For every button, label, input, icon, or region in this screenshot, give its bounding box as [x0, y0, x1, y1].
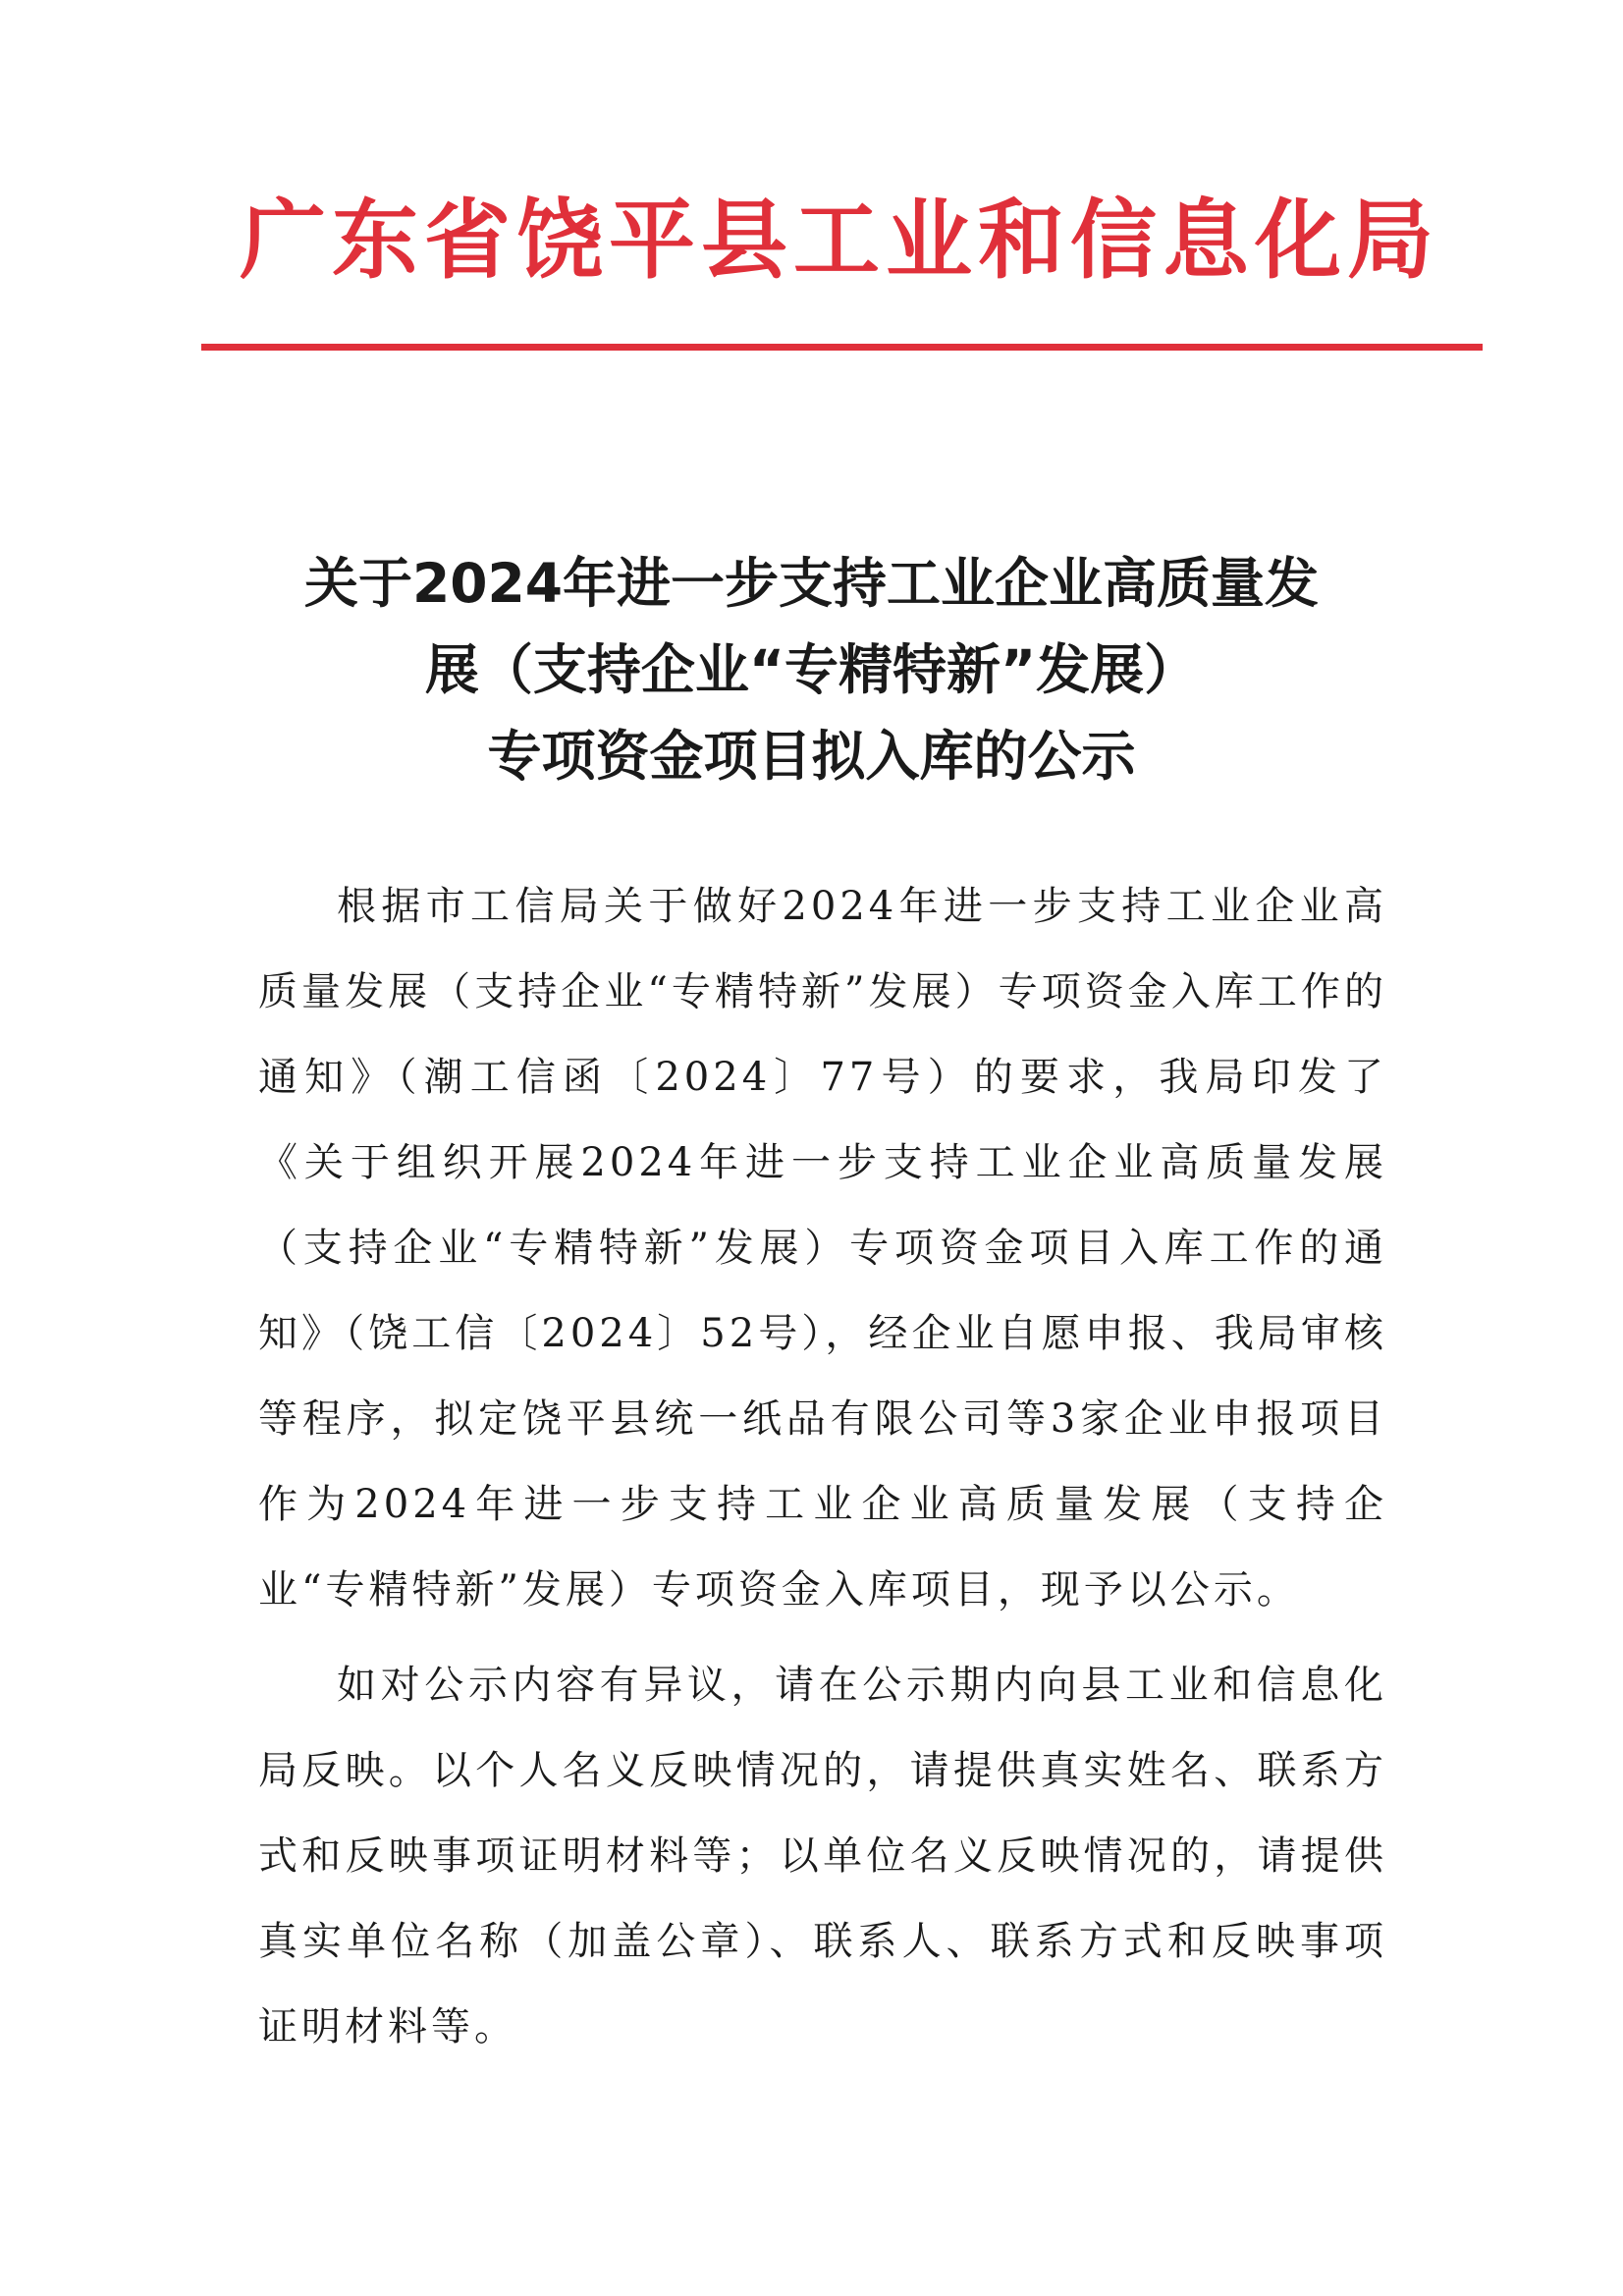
document-title — [157, 540, 1466, 799]
document-body — [258, 864, 1387, 2080]
title-line-2: 展（支持企业“专精特新”发展） — [424, 638, 1199, 701]
body-paragraph-1: 根据市工信局关于做好2024年进一步支持工业企业高质量发展（支持企业“专精特新”发展）专项资金入库工作的通知》（潮工信函〔2024〕77号）的要求，我局印发了《关于组织开展2024年进一步支持工业企业高质量发展（支持企业“专精特新”发展）专项资金项目入库工作的通知》（饶工信〔2024〕52号），经企业自愿申报、我局审核等程序，拟定饶平县统一纸品有限公司等3家企业申报项目作为2024年进一步支持工业企业高质量发展（支持企业“专精特新”发展）专项资金入库项目，现予以公示。 — [258, 884, 1387, 1613]
body-paragraph-2: 如对公示内容有异议，请在公示期内向县工业和信息化局反映。以个人名义反映情况的，请提供真实姓名、联系方式和反映事项证明材料等；以单位名义反映情况的，请提供真实单位名称（加盖公章）、联系人、联系方式和反映事项证明材料等。 — [258, 1663, 1387, 2050]
letterhead-red-rule — [201, 344, 1483, 351]
letterhead-org-name: 广东省饶平县工业和信息化局 — [239, 189, 1439, 291]
title-line-1: 关于2024年进一步支持工业企业高质量发 — [303, 552, 1320, 615]
title-line-3: 专项资金项目拟入库的公示 — [487, 725, 1136, 788]
